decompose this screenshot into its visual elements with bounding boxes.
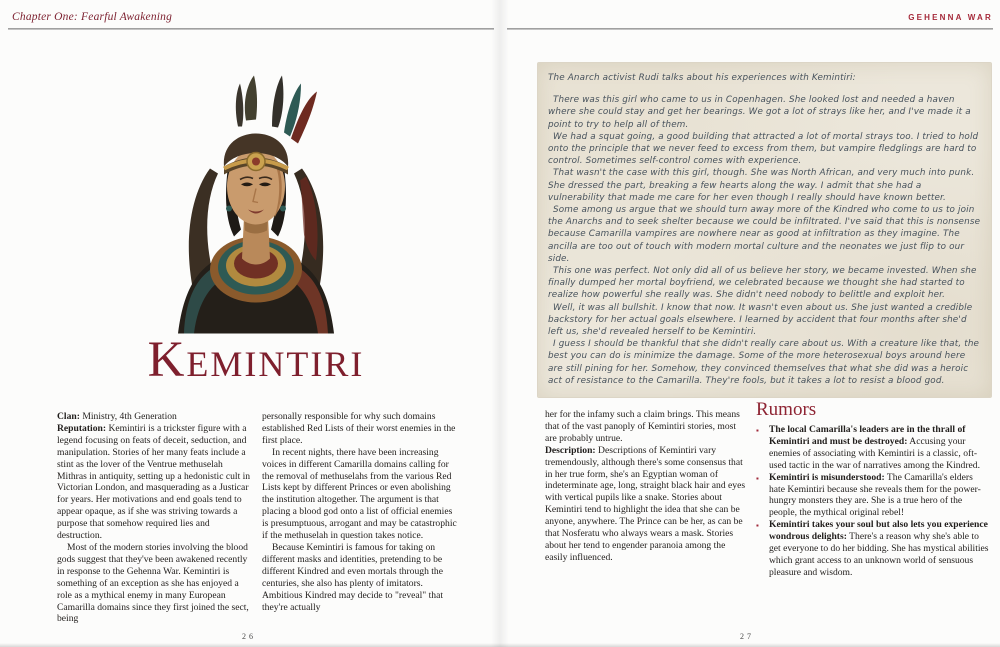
reputation-text: Kemintiri is a trickster figure with a legend focusing on feats of deceit, seduction, and manipulation. Stories of her many feats include a stint as the lover of the Ventrue methuselah Mithras in antiquity, setting up a hedonistic cult in Victorian London, and masquerading as a Justicar for years. Her motivations and end goals tend to appear opaque, as if she was striving towards a purpose that somehow required lies and destruction. (57, 422, 251, 542)
rumor-lead: The local Camarilla's leaders are in the thrall of Kemintiri and must be destroyed: (769, 424, 966, 447)
book-title-header: GEHENNA WAR (908, 13, 993, 22)
description-text: Descriptions of Kemintiri vary tremendously, although there's some consensus that in her true form, she's an Egyptian woman of indeterminate age, long, straight black hair and eyes with vertical pupils like a snake. Stories about Kemintiri tend to highlight the idea that she can be anyone, anywhere. The Prince can be her, as can be that Nosferatu who always wears a mask. Stories about her tend to engender paranoia among the easily influenced. (545, 444, 746, 563)
note-paragraph: Well, it was all bullshit. I know that now. It wasn't even about us. She just wanted a credible backstory for her actual goals elsewhere. I learned by accident that four months after she'd left us, she'd revealed herself to be Kemintiri. (548, 302, 973, 338)
note-paragraph: There was this girl who came to us in Copenhagen. She looked lost and needed a haven where she could stay and get her bearings. We got a lot of strays like her, and I've made it a point to try to help all of them. (548, 95, 971, 130)
page-number-left: 26 (242, 632, 256, 641)
note-paragraph: This one was perfect. Not only did all of us believe her story, we became invested. When she finally dumped her mortal boyfriend, we celebrated because we thought she had started to realize how powerful she really was. She didn't need nobody to belittle and exploit her. (548, 266, 977, 301)
note-paragraph: Some among us argue that we should turn away more of the Kindred who come to us to join the Anarchs and to seek shelter because we could be infiltrated. I've said that this is nonsense because Camarilla vampires are nowhere near as good at infiltration as they imagine. The ancilla are too out of touch with modern mortal culture and the neonates we just flip to our side. (548, 205, 981, 264)
character-title: Kemintiri (147, 332, 365, 388)
header-rule-left (8, 28, 494, 30)
bullet-icon: ▪ (756, 473, 759, 483)
chapter-header: Chapter One: Fearful Awakening (12, 11, 173, 23)
paragraph: personally responsible for why such domains established Red Lists of their worst enemies in the first place. (262, 411, 456, 446)
page-bottom-edge (0, 643, 1000, 647)
page-spine-shadow (491, 0, 509, 647)
paragraph: her for the infamy such a claim brings. This means that of the vast panoply of Kemintiri stories, most are probably untrue. (545, 409, 740, 444)
left-page-column-1 (57, 411, 252, 625)
paragraph: Because Kemintiri is famous for taking on different masks and identities, pretending to be different Kindred and even mortals through the centuries, she also has plenty of imitators. Ambitious Kindred may decide to "reveal" that they're actually (262, 541, 444, 613)
rumor-item (756, 519, 989, 579)
note-paragraph: That wasn't the case with this girl, though. She was North African, and very much into punk. She dressed the part, breaking a few hearts along the way. I admit that she had a vulnerability that made me care for her even though I really should have known better. (548, 168, 975, 203)
rumor-lead: Kemintiri is misunderstood: (769, 471, 885, 483)
portrait-illustration (150, 68, 362, 334)
description-paragraph (545, 445, 746, 564)
clan-label: Clan: (57, 411, 80, 422)
right-page-column-1 (545, 409, 746, 564)
reputation-label: Reputation: (57, 422, 107, 434)
rumor-text: The Camarilla's elders hate Kemintiri because she reveals them for the power-hungry monsters they are. She is a true hero of the people, the mythical original rebel! (769, 471, 981, 519)
rumors-section (756, 399, 989, 579)
note-paragraph: I guess I should be thankful that she didn't really care about us. With a creature like that, the best you can do is minimize the damage. Some of the more heterosexual boys around here are still pining for her. Somehow, they convinced themselves that what she did was a heroic act of resistance to the Camarilla. They're fools, but it takes a lot to resist a blood god. (548, 339, 980, 386)
rumor-text: There's a reason why she's able to get everyone to do her bidding. She has mystical abilities which grant access to an unknown world of sensuous pleasure and wisdom. (769, 531, 989, 578)
page-number-right: 27 (740, 632, 754, 641)
clan-value: Ministry, 4th Generation (82, 411, 177, 422)
rumors-heading: Rumors (756, 399, 817, 420)
reputation-paragraph (57, 423, 252, 542)
rumor-lead: Kemintiri takes your soul but also lets you experience wondrous delights: (769, 519, 988, 543)
paragraph: Most of the modern stories involving the blood gods suggest that they've been awakened recently in response to the Gehenna War. Kemintiri is something of an exception as she has enjoyed a role as a mythical enemy in many European Camarilla domains since they first joined the sect, being (57, 541, 249, 625)
header-rule-right (507, 28, 993, 30)
note-paragraph: We had a squat going, a good building that attracted a lot of mortal strays too. I tried to hold onto the principle that we never feed to excess from them, but vampire fledglings are hard to control. Sometimes self-control comes with experience. (548, 131, 979, 167)
rumor-item (756, 472, 989, 520)
handwritten-note (537, 62, 992, 398)
clan-line (57, 411, 252, 423)
note-intro: The Anarch activist Rudi talks about his experiences with Kemintiri: (548, 73, 856, 83)
rumor-text: Accusing your enemies of associating with Kemintiri is a classic, oft-used tactic in the war of narratives among the Kindred. (769, 435, 980, 471)
rumor-item (756, 424, 989, 472)
bullet-icon: ▪ (756, 521, 759, 531)
paragraph: In recent nights, there have been increasing voices in different Camarilla domains calling for the removal of methuselahs from the various Red Lists kept by different Princes or even abolishing the institution altogether. The argument is that placing a blood god onto a list of official enemies is presumptuous, arrogant and may be catastrophic if the methuselah in question takes notice. (262, 446, 457, 542)
bullet-icon: ▪ (756, 426, 759, 435)
left-page-column-2 (262, 411, 457, 613)
description-label: Description: (545, 444, 596, 456)
